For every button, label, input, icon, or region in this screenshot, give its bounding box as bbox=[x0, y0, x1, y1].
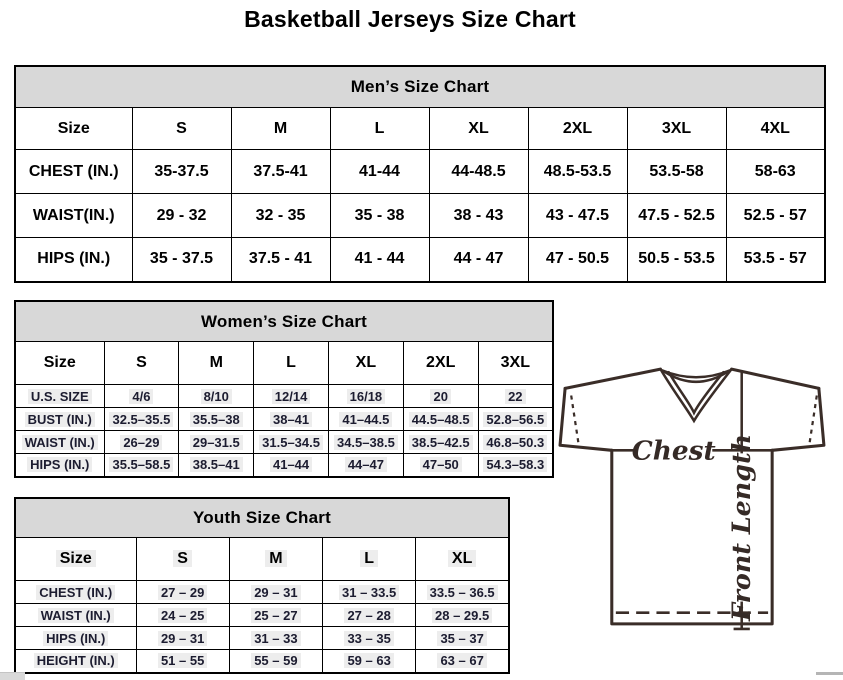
youth-size-table bbox=[14, 497, 510, 674]
size-value-cell: 44.5–48.5 bbox=[403, 408, 478, 431]
column-header: Size bbox=[15, 342, 104, 385]
row-label: BUST (IN.) bbox=[15, 408, 104, 431]
size-value-cell: 24 – 25 bbox=[136, 604, 229, 627]
column-header: XL bbox=[328, 342, 403, 385]
size-value-cell: 29 – 31 bbox=[136, 627, 229, 650]
size-value-cell: 44–47 bbox=[328, 454, 403, 477]
size-value-cell: 35 – 37 bbox=[416, 627, 509, 650]
jersey-left-sleeve-stitch bbox=[571, 396, 578, 443]
table-row bbox=[15, 581, 509, 604]
size-value-cell: 31 – 33.5 bbox=[323, 581, 416, 604]
size-value-cell: 53.5 - 57 bbox=[726, 238, 825, 282]
jersey-right-sleeve-stitch bbox=[810, 396, 817, 443]
size-value-cell: 33 – 35 bbox=[323, 627, 416, 650]
size-value-cell: 28 – 29.5 bbox=[416, 604, 509, 627]
size-value-cell: 25 – 27 bbox=[229, 604, 322, 627]
size-value-cell: 12/14 bbox=[254, 385, 329, 408]
table-row bbox=[15, 650, 509, 673]
size-value-cell: 34.5–38.5 bbox=[328, 431, 403, 454]
size-value-cell: 41–44.5 bbox=[328, 408, 403, 431]
womens-column-header-row bbox=[15, 342, 553, 385]
column-header: 4XL bbox=[726, 108, 825, 150]
size-value-cell: 43 - 47.5 bbox=[528, 194, 627, 238]
scrollbar-track-fragment bbox=[816, 672, 843, 675]
mens-table-title: Men’s Size Chart bbox=[15, 66, 825, 108]
size-value-cell: 52.8–56.5 bbox=[478, 408, 553, 431]
size-value-cell: 54.3–58.3 bbox=[478, 454, 553, 477]
column-header: 2XL bbox=[528, 108, 627, 150]
column-header: M bbox=[179, 342, 254, 385]
youth-table-header-band bbox=[15, 498, 509, 538]
jersey-left-shoulder bbox=[565, 369, 660, 388]
column-header: M bbox=[229, 538, 322, 581]
size-value-cell: 26–29 bbox=[104, 431, 179, 454]
row-label: U.S. SIZE bbox=[15, 385, 104, 408]
mens-column-header-row bbox=[15, 108, 825, 150]
size-value-cell: 50.5 - 53.5 bbox=[627, 238, 726, 282]
mens-table-header-band bbox=[15, 66, 825, 108]
table-row bbox=[15, 408, 553, 431]
size-value-cell: 29 - 32 bbox=[132, 194, 231, 238]
table-row bbox=[15, 431, 553, 454]
row-label: CHEST (IN.) bbox=[15, 581, 136, 604]
column-header: XL bbox=[429, 108, 528, 150]
column-header: S bbox=[132, 108, 231, 150]
row-label: WAIST (IN.) bbox=[15, 431, 104, 454]
row-label: WAIST(IN.) bbox=[15, 194, 132, 238]
row-label: HIPS (IN.) bbox=[15, 454, 104, 477]
table-row bbox=[15, 150, 825, 194]
size-value-cell: 22 bbox=[478, 385, 553, 408]
size-value-cell: 35 - 38 bbox=[330, 194, 429, 238]
column-header: L bbox=[330, 108, 429, 150]
size-value-cell: 4/6 bbox=[104, 385, 179, 408]
size-value-cell: 47–50 bbox=[403, 454, 478, 477]
size-value-cell: 48.5-53.5 bbox=[528, 150, 627, 194]
column-header: L bbox=[254, 342, 329, 385]
size-value-cell: 35 - 37.5 bbox=[132, 238, 231, 282]
size-value-cell: 38 - 43 bbox=[429, 194, 528, 238]
womens-table-header-band bbox=[15, 301, 553, 342]
column-header: 2XL bbox=[403, 342, 478, 385]
size-value-cell: 27 – 29 bbox=[136, 581, 229, 604]
row-label: HIPS (IN.) bbox=[15, 627, 136, 650]
mens-size-table bbox=[14, 65, 826, 283]
size-value-cell: 41 - 44 bbox=[330, 238, 429, 282]
youth-table-title: Youth Size Chart bbox=[15, 498, 509, 538]
size-value-cell: 35.5–58.5 bbox=[104, 454, 179, 477]
table-row bbox=[15, 385, 553, 408]
size-value-cell: 38.5–42.5 bbox=[403, 431, 478, 454]
table-row bbox=[15, 604, 509, 627]
jersey-right-shoulder bbox=[732, 369, 819, 388]
size-value-cell: 35-37.5 bbox=[132, 150, 231, 194]
size-value-cell: 37.5-41 bbox=[231, 150, 330, 194]
size-value-cell: 38–41 bbox=[254, 408, 329, 431]
row-label: HEIGHT (IN.) bbox=[15, 650, 136, 673]
size-value-cell: 29 – 31 bbox=[229, 581, 322, 604]
size-value-cell: 47.5 - 52.5 bbox=[627, 194, 726, 238]
column-header: L bbox=[323, 538, 416, 581]
size-value-cell: 16/18 bbox=[328, 385, 403, 408]
womens-table-title: Women’s Size Chart bbox=[15, 301, 553, 342]
row-label: CHEST (IN.) bbox=[15, 150, 132, 194]
size-value-cell: 55 – 59 bbox=[229, 650, 322, 673]
jersey-collar bbox=[661, 369, 732, 421]
size-value-cell: 63 – 67 bbox=[416, 650, 509, 673]
column-header: Size bbox=[15, 108, 132, 150]
size-value-cell: 32.5–35.5 bbox=[104, 408, 179, 431]
size-value-cell: 41–44 bbox=[254, 454, 329, 477]
size-value-cell: 29–31.5 bbox=[179, 431, 254, 454]
size-value-cell: 31 – 33 bbox=[229, 627, 322, 650]
table-row bbox=[15, 454, 553, 477]
size-value-cell: 20 bbox=[403, 385, 478, 408]
column-header: S bbox=[136, 538, 229, 581]
chest-label: Chest bbox=[631, 435, 716, 467]
size-value-cell: 33.5 – 36.5 bbox=[416, 581, 509, 604]
size-value-cell: 51 – 55 bbox=[136, 650, 229, 673]
size-value-cell: 44-48.5 bbox=[429, 150, 528, 194]
size-value-cell: 32 - 35 bbox=[231, 194, 330, 238]
table-row bbox=[15, 238, 825, 282]
womens-size-table bbox=[14, 300, 554, 478]
column-header: 3XL bbox=[478, 342, 553, 385]
column-header: XL bbox=[416, 538, 509, 581]
size-value-cell: 8/10 bbox=[179, 385, 254, 408]
row-label: HIPS (IN.) bbox=[15, 238, 132, 282]
page-title: Basketball Jerseys Size Chart bbox=[244, 6, 576, 32]
size-value-cell: 52.5 - 57 bbox=[726, 194, 825, 238]
size-value-cell: 31.5–34.5 bbox=[254, 431, 329, 454]
jersey-left-sleeve bbox=[560, 388, 612, 450]
column-header: S bbox=[104, 342, 179, 385]
size-value-cell: 44 - 47 bbox=[429, 238, 528, 282]
size-value-cell: 47 - 50.5 bbox=[528, 238, 627, 282]
size-value-cell: 46.8–50.3 bbox=[478, 431, 553, 454]
front-length-label: Front Length bbox=[725, 433, 756, 622]
size-value-cell: 27 – 28 bbox=[323, 604, 416, 627]
table-row bbox=[15, 194, 825, 238]
size-value-cell: 38.5–41 bbox=[179, 454, 254, 477]
size-value-cell: 37.5 - 41 bbox=[231, 238, 330, 282]
row-label: WAIST (IN.) bbox=[15, 604, 136, 627]
column-header: Size bbox=[15, 538, 136, 581]
column-header: 3XL bbox=[627, 108, 726, 150]
size-value-cell: 59 – 63 bbox=[323, 650, 416, 673]
table-row bbox=[15, 627, 509, 650]
size-value-cell: 41-44 bbox=[330, 150, 429, 194]
youth-column-header-row bbox=[15, 538, 509, 581]
size-value-cell: 35.5–38 bbox=[179, 408, 254, 431]
column-header: M bbox=[231, 108, 330, 150]
size-value-cell: 53.5-58 bbox=[627, 150, 726, 194]
jersey-measurement-diagram bbox=[558, 362, 830, 632]
jersey-diagram-svg bbox=[558, 362, 830, 632]
size-value-cell: 58-63 bbox=[726, 150, 825, 194]
